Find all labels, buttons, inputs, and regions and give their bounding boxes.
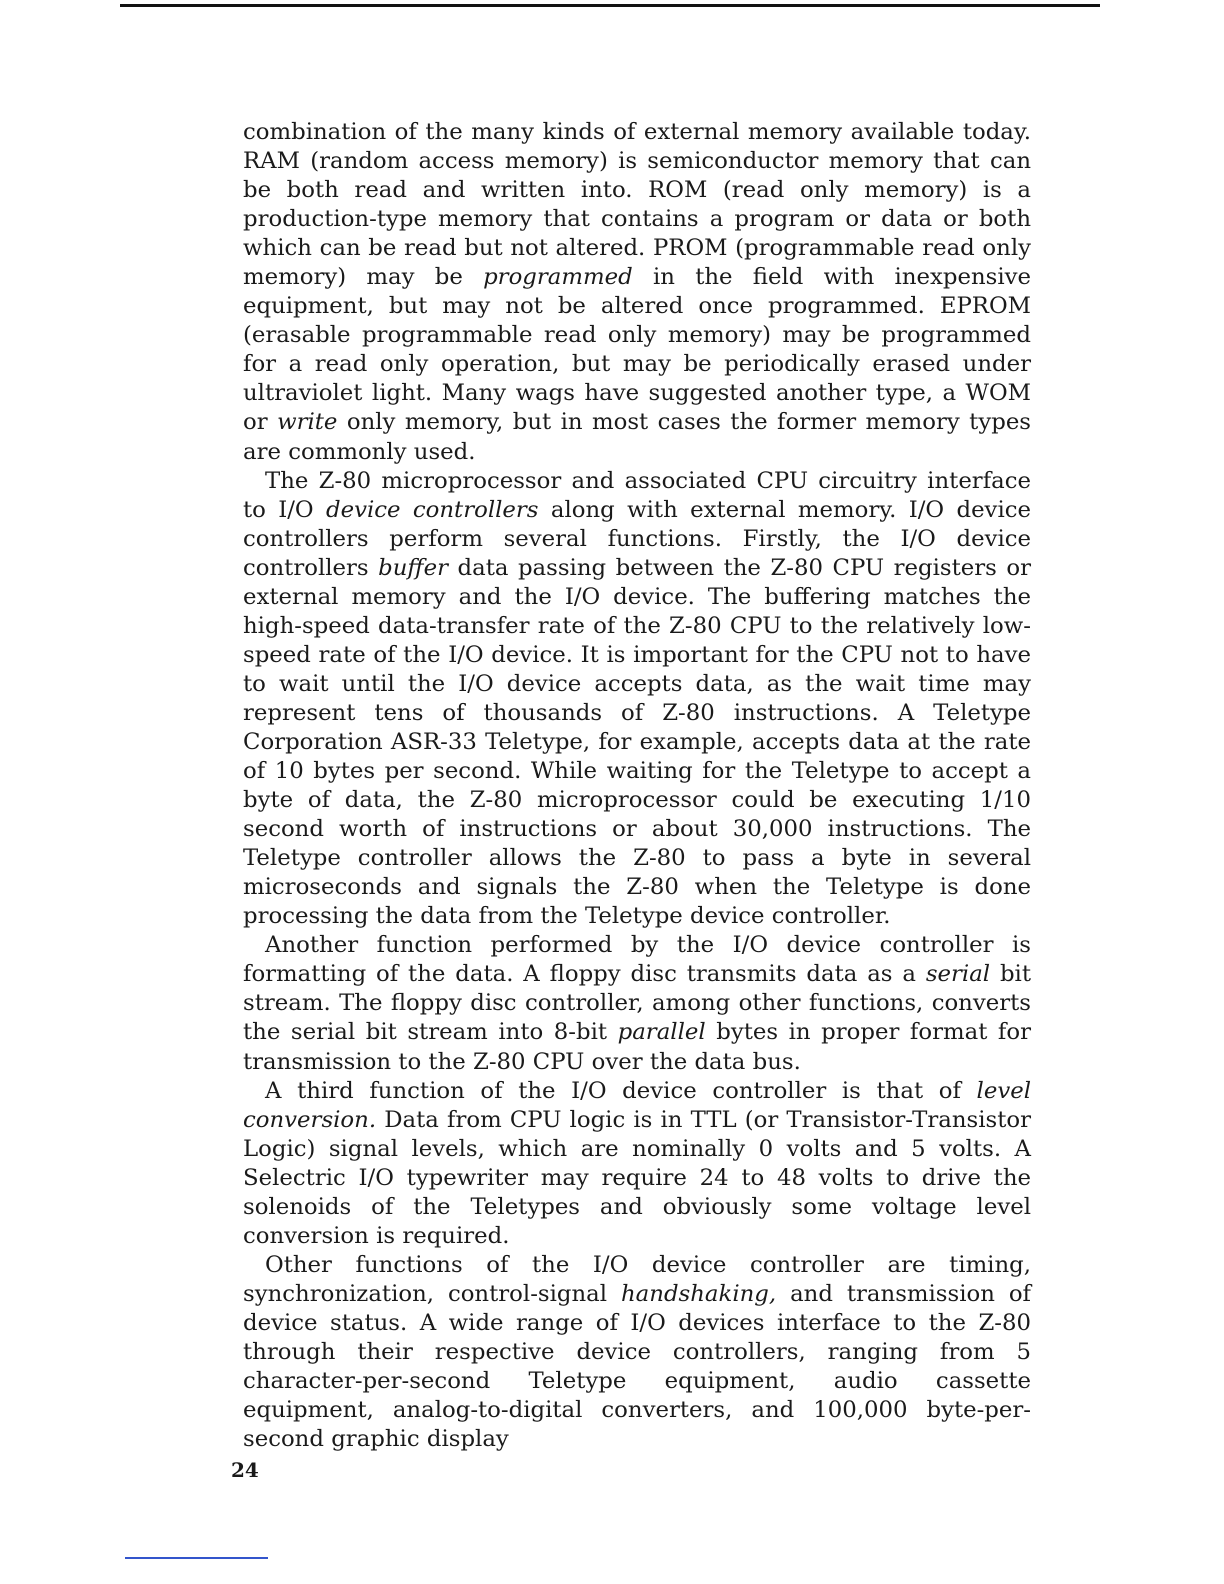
text-run-italic: buffer: [378, 554, 448, 581]
page-number: 24: [231, 1458, 259, 1482]
paragraph-2: [243, 467, 1031, 932]
paragraph-3: [243, 931, 1031, 1076]
text-run: and transmission of device status. A wide range of I/O devices interface to the Z-80 through their respective device controllers, ranging from 5 character-per-second Teletype equipment, audio cassette equipment, analog-to-digital converters, and 100,000 byte-per-second graphic display: [243, 1280, 1031, 1453]
bottom-rule: [125, 1557, 268, 1559]
text-run-italic: programmed: [483, 264, 633, 291]
body-text: [243, 118, 1031, 1454]
text-run: The Z-80 microprocessor and associated CPU circuitry interface to I/O: [243, 467, 1031, 523]
top-rule: [120, 4, 1100, 7]
paragraph-5: [243, 1251, 1031, 1454]
text-run: A third function of the I/O device controller is that of: [265, 1077, 977, 1104]
text-run: Other functions of the I/O device controller are timing, synchronization, control-signal: [243, 1251, 1031, 1307]
text-run: only memory, but in most cases the former memory types are commonly used.: [243, 409, 1032, 465]
text-run-italic: level conversion.: [243, 1077, 1031, 1133]
text-run: data passing between the Z-80 CPU registers or external memory and the I/O device. The buffering matches the high-speed data-transfer rate of the Z-80 CPU to the relatively low-speed rate of the I/O device. It is important for the CPU not to have to wait until the I/O device accepts data, as the wait time may represent tens of thousands of Z-80 instructions. A Teletype Corporation ASR-33 Teletype, for example, accepts data at the rate of 10 bytes per second. While waiting for the Teletype to accept a byte of data, the Z-80 microprocessor could be executing 1/10 second worth of instructions or about 30,000 instructions. The Teletype controller allows the Z-80 to pass a byte in several microseconds and signals the Z-80 when the Teletype is done processing the data from the Teletype device controller.: [243, 554, 1031, 930]
text-run: Another function performed by the I/O device controller is formatting of the data. A floppy disc transmits data as a: [243, 932, 1031, 988]
text-run-italic: serial: [925, 961, 991, 988]
text-run: in the field with inexpensive equipment, but may not be altered once programmed. EPROM (erasable programmable read only memory) may be programmed for a read only operation, but may be periodically erased under ultraviolet light. Many wags have suggested another type, a WOM or: [243, 264, 1031, 436]
text-run-italic: device controllers: [325, 496, 539, 523]
text-run: bit stream. The floppy disc controller, among other functions, converts the serial bit stream into 8-bit: [243, 961, 1031, 1046]
text-run-italic: write: [277, 409, 338, 436]
text-run-italic: handshaking,: [620, 1280, 777, 1307]
paragraph-4: [243, 1077, 1031, 1251]
text-run: along with external memory. I/O device controllers perform several functions. Firstly, the I/O device controllers: [243, 496, 1031, 581]
paragraph-1: [243, 118, 1031, 467]
text-run: Data from CPU logic is in TTL (or Transistor-Transistor Logic) signal levels, which are nominally 0 volts and 5 volts. A Selectric I/O typewriter may require 24 to 48 volts to drive the solenoids of the Teletypes and obviously some voltage level conversion is required.: [243, 1106, 1031, 1249]
text-run-italic: parallel: [617, 1019, 706, 1046]
text-run: bytes in proper format for transmission to the Z-80 CPU over the data bus.: [243, 1019, 1031, 1075]
text-run: combination of the many kinds of external memory available today. RAM (random access memory) is semiconductor memory that can be both read and written into. ROM (read only memory) is a production-type memory that contains a program or data or both which can be read but not altered. PROM (programmable read only memory) may be: [243, 119, 1031, 291]
